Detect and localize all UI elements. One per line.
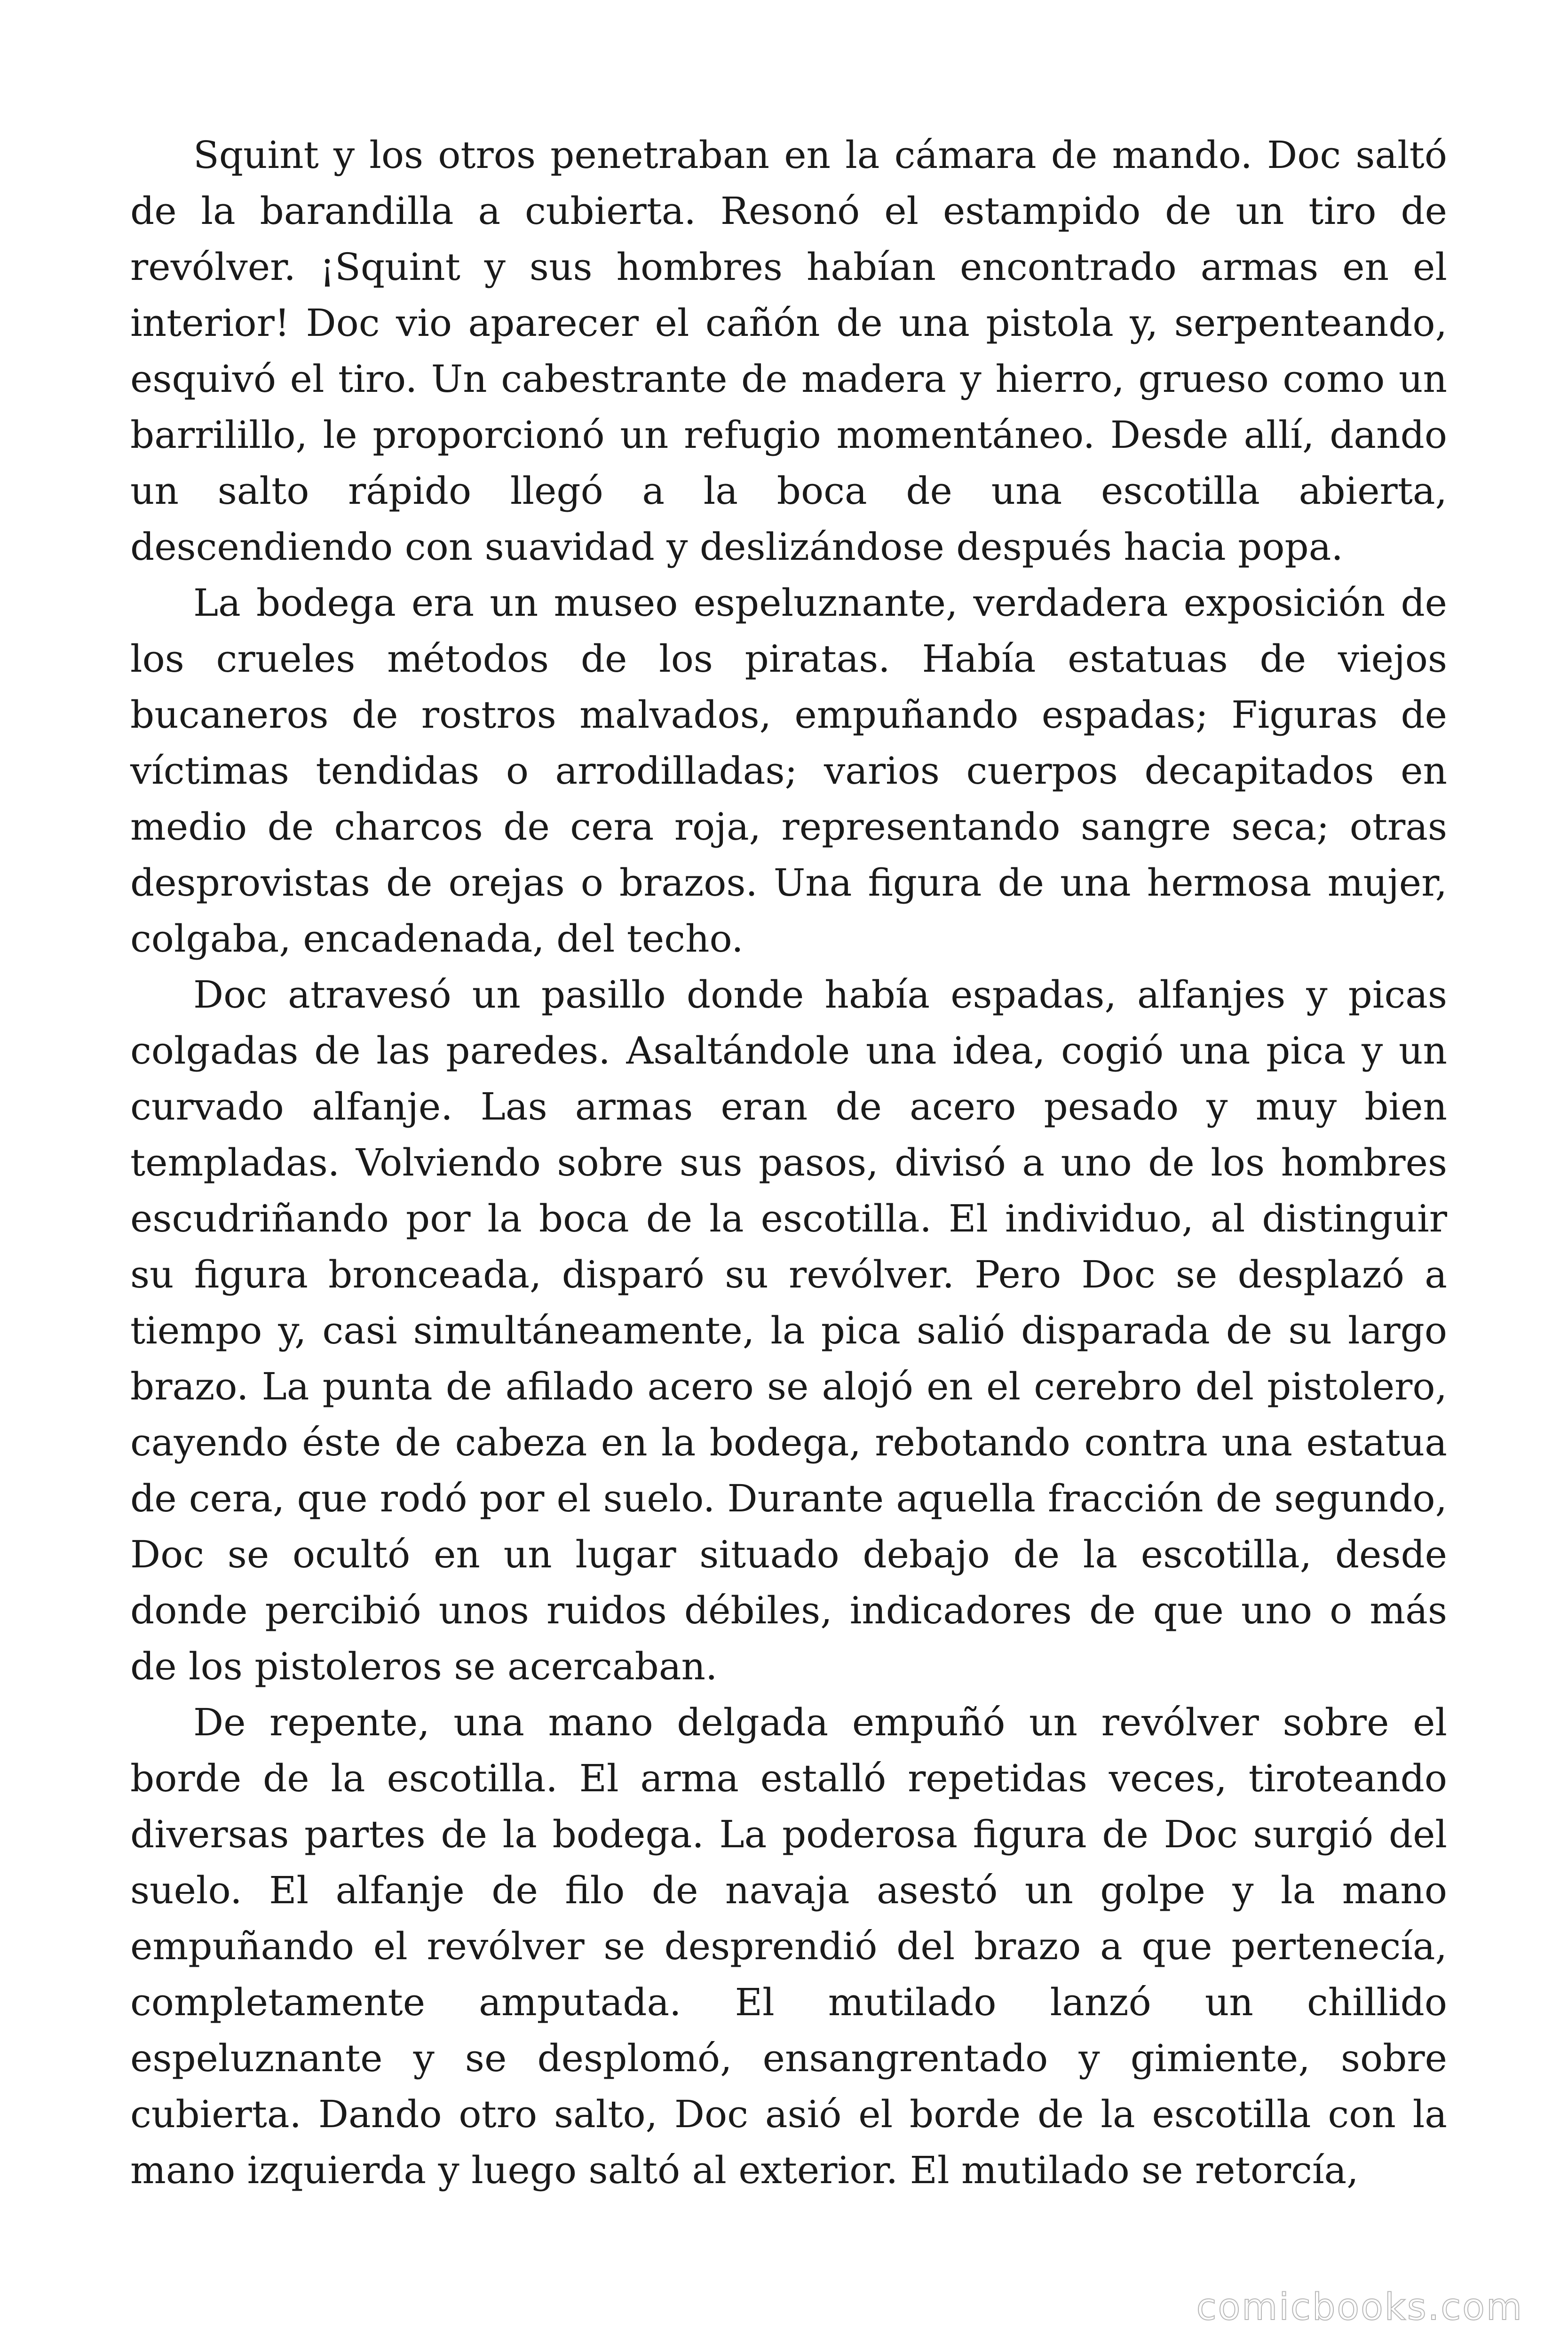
paragraph-1: Squint y los otros penetraban en la cámara de mando. Doc saltó de la barandilla a cubierta. Resonó el estampido de un tiro de revólver. ¡Squint y sus hombres habían encontrado armas en el interior! Doc vio aparecer el cañón de una pistola y, serpenteando, esquivó el tiro. Un cabestrante de madera y hierro, grueso como un barrilillo, le proporcionó un refugio momentáneo. Desde allí, dando un salto rápido llegó a la boca de una escotilla abierta, descendiendo con suavidad y deslizándose después hacia popa. — [130, 133, 1447, 569]
paragraph-3: Doc atravesó un pasillo donde había espadas, alfanjes y picas colgadas de las paredes. Asaltándole una idea, cogió una pica y un curvado alfanje. Las armas eran de acero pesado y muy bien templadas. Volviendo sobre sus pasos, divisó a uno de los hombres escudriñando por la boca de la escotilla. El individuo, al distinguir su figura bronceada, disparó su revólver. Pero Doc se desplazó a tiempo y, casi simultáneamente, la pica salió disparada de su largo brazo. La punta de afilado acero se alojó en el cerebro del pistolero, cayendo éste de cabeza en la bodega, rebotando contra una estatua de cera, que rodó por el suelo. Durante aquella fracción de segundo, Doc se ocultó en un lugar situado debajo de la escotilla, desde donde percibió unos ruidos débiles, indicadores de que uno o más de los pistoleros se acercaban. — [130, 973, 1447, 1688]
paragraph-4: De repente, una mano delgada empuñó un revólver sobre el borde de la escotilla. El arma estalló repetidas veces, tiroteando diversas partes de la bodega. La poderosa figura de Doc surgió del suelo. El alfanje de filo de navaja asestó un golpe y la mano empuñando el revólver se desprendió del brazo a que pertenecía, completamente amputada. El mutilado lanzó un chillido espeluznante y se desplomó, ensangrentado y gimiente, sobre cubierta. Dando otro salto, Doc asió el borde de la escotilla con la mano izquierda y luego saltó al exterior. El mutilado se retorcía, — [130, 1700, 1447, 2192]
watermark: comicbooks.com — [1196, 2286, 1523, 2328]
paragraph-2: La bodega era un museo espeluznante, verdadera exposición de los crueles métodos de los piratas. Había estatuas de viejos bucaneros de rostros malvados, empuñando espadas; Figuras de víctimas tendidas o arrodilladas; varios cuerpos decapitados en medio de charcos de cera roja, representando sangre seca; otras desprovistas de orejas o brazos. Una figura de una hermosa mujer, colgaba, encadenada, del techo. — [130, 581, 1447, 961]
page-text — [130, 127, 1447, 2198]
